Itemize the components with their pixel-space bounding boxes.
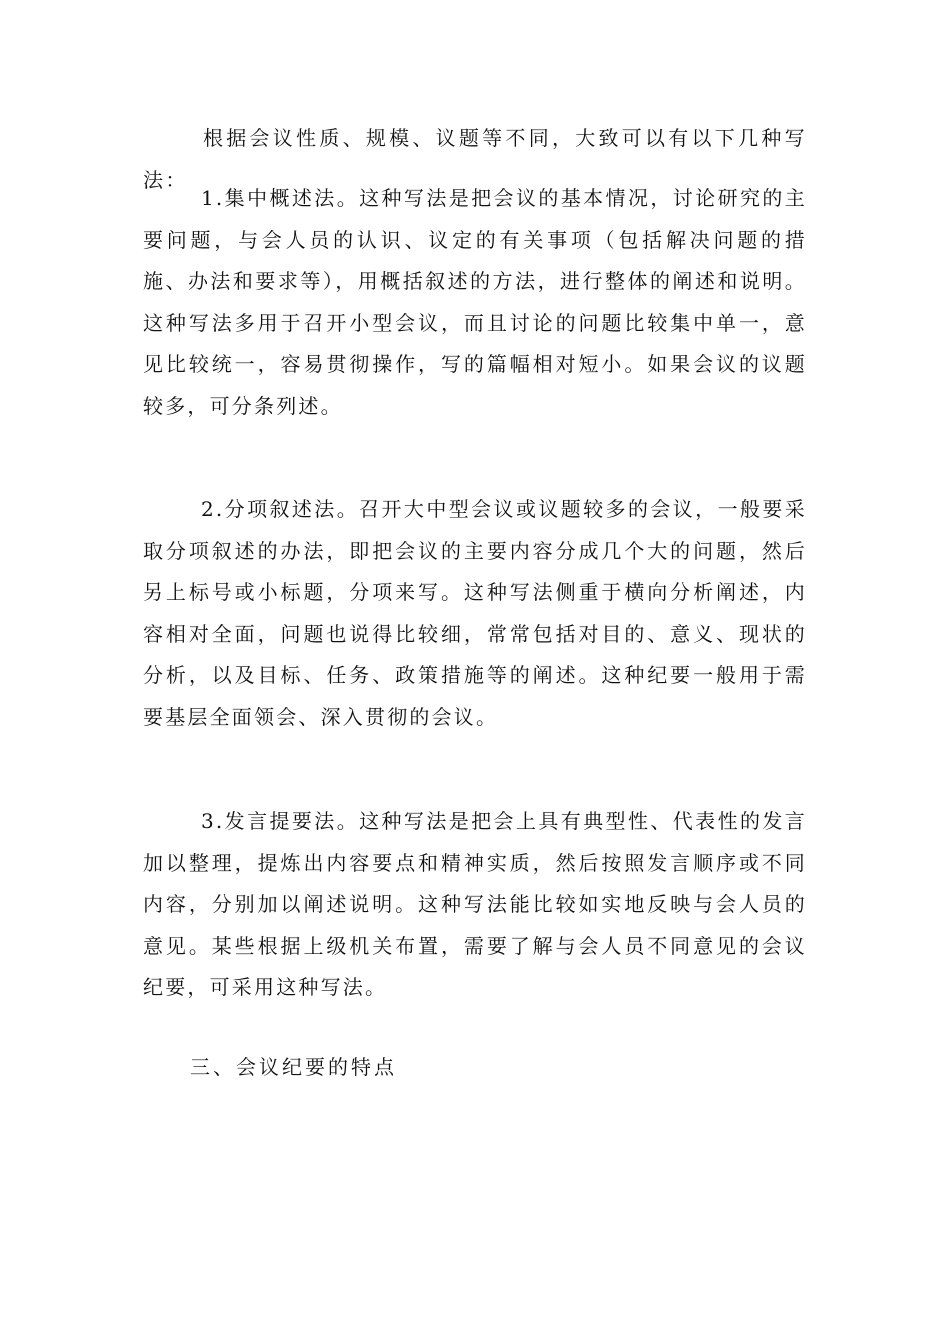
paragraph-method-3: 3.发言提要法。这种写法是把会上具有典型性、代表性的发言加以整理，提炼出内容要点和精神实质，然后按照发言顺序或不同内容，分别加以阐述说明。这种写法能比较如实地反映与会人员的意见。某些根据上级机关布置，需要了解与会人员不同意见的会议纪要，可采用这种写法。 bbox=[143, 809, 807, 999]
paragraph-method-2: 2.分项叙述法。召开大中型会议或议题较多的会议，一般要采取分项叙述的办法，即把会议的主要内容分成几个大的问题，然后另上标号或小标题，分项来写。这种写法侧重于横向分析阐述，内容相对全面，问题也说得比较细，常常包括对目的、意义、现状的分析，以及目标、任务、政策措施等的阐述。这种纪要一般用于需要基层全面领会、深入贯彻的会议。 bbox=[143, 497, 807, 729]
section-heading: 三、会议纪要的特点 bbox=[190, 1055, 397, 1079]
paragraph-method-1: 1.集中概述法。这种写法是把会议的基本情况，讨论研究的主要问题，与会人员的认识、议定的有关事项（包括解决问题的措施、办法和要求等），用概括叙述的方法，进行整体的阐述和说明。这种写法多用于召开小型会议，而且讨论的问题比较集中单一，意见比较统一，容易贯彻操作，写的篇幅相对短小。如果会议的议题较多，可分条列述。 bbox=[143, 186, 807, 418]
intro-paragraph: 根据会议性质、规模、议题等不同，大致可以有以下几种写法： bbox=[143, 126, 807, 192]
